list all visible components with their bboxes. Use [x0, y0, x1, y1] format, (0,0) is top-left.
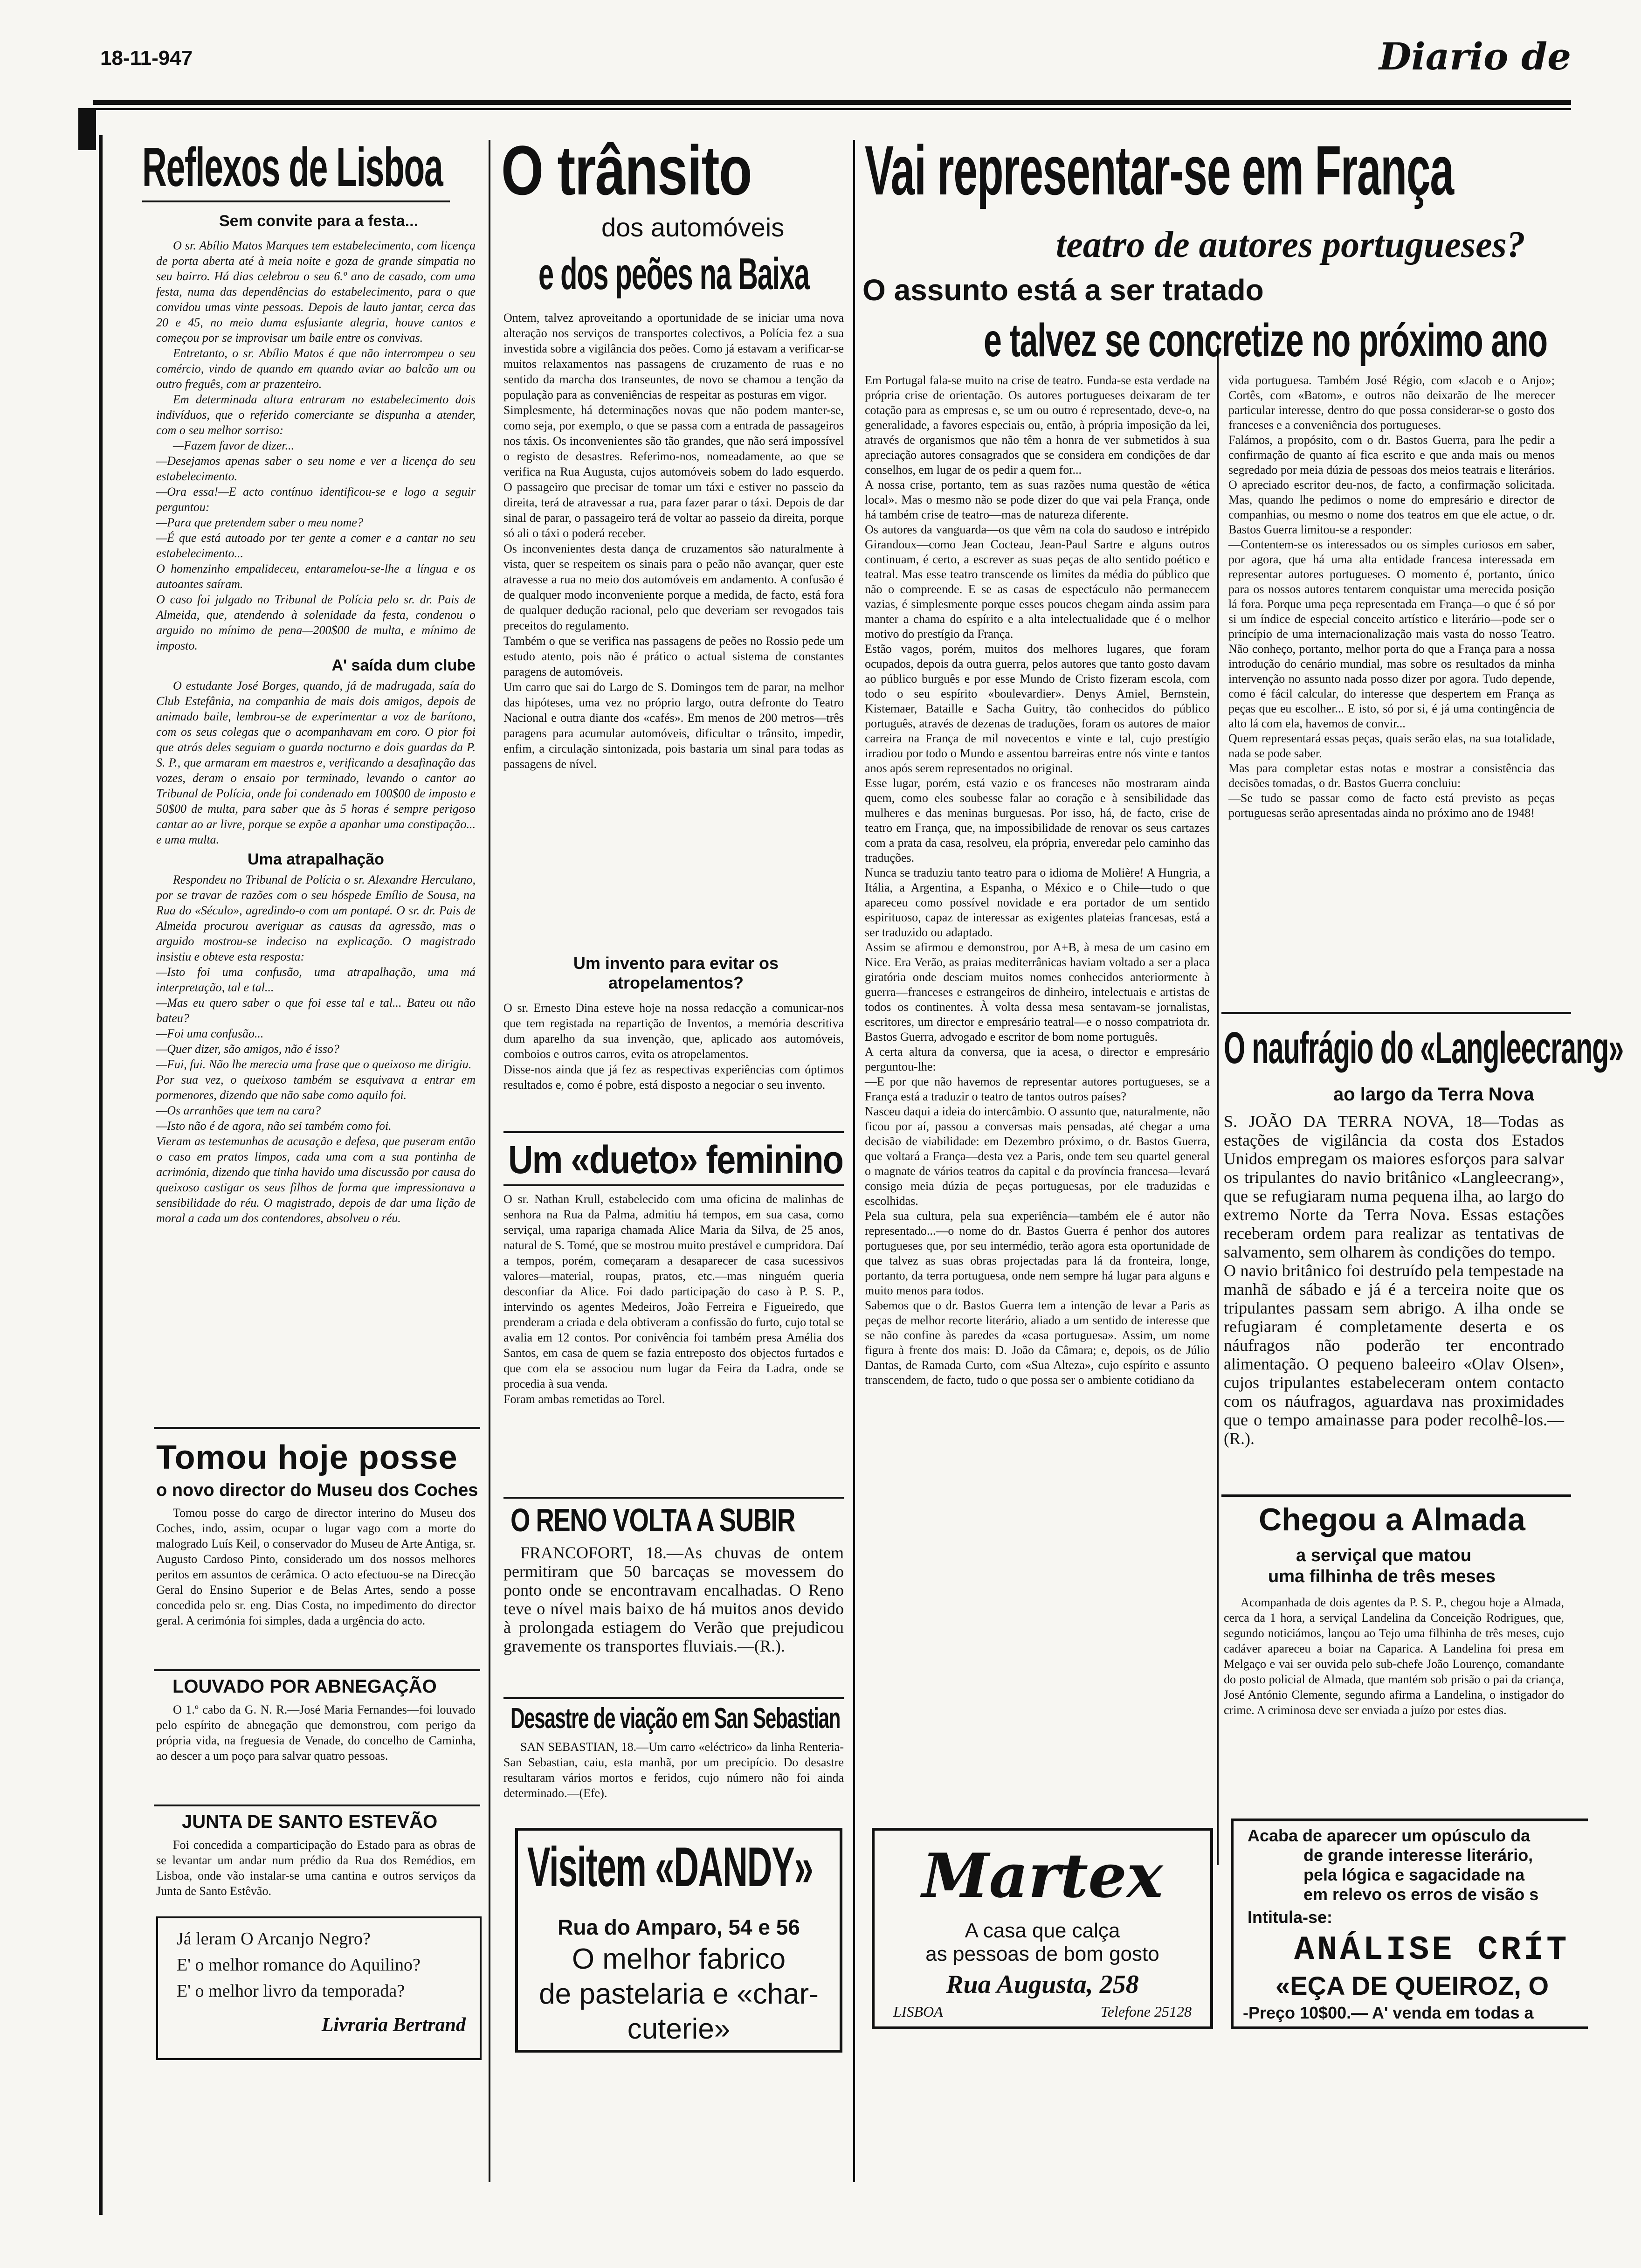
- franca-title: Vai representar-se em França: [865, 131, 1454, 209]
- franca-sub2: O assunto está a ser tratado: [862, 273, 1264, 307]
- reflexos-underline: [142, 201, 450, 202]
- desastre-title: Desastre de viação em San Sebastian: [510, 1702, 840, 1735]
- paragraph: Acompanhada de dois agentes da P. S. P., chegou hoje a Almada, cerca da 1 hora, a serviçal Landelina da Conceição Rodrigues, que, segundo noticiámos, lançou ao Tejo uma filhinha de três meses, cujo cadáver apareceu a boiar na Caparica. A Landelina foi presa em Melgaço e vai ser ouvida pelo sub-chefe João Lourenço, comandante do posto policial de Almada, que mantém sob prisão o pai da criança, José António Clemente, segundo afirma a Landelina, o instigador do crime. A criminosa deve ser enviada a juízo por estes dias.: [1224, 1596, 1564, 1717]
- transito-body: Ontem, talvez aproveitando a oportunidade de se iniciar uma nova alteração nos serviços de transportes colectivos, a Polícia fez a sua investida sobre a vigilância dos peões. Como já estavam a verificar-se muitos relaxamentos nas passagens de cruzamento de ruas e no sentido da marcha dos transeuntes, de novo se chamou a tenção da população para as conveniências de respeitar as posturas em vigor. Simplesmente, há determinações novas que não podem manter-se, como seja, por exemplo, o que se passa com a entrada de passageiros nos táxis. Os inconvenientes são tão grandes, que não será impossível o registo de desastres. Referimo-nos, nomeadamente, ao que se verifica na Rua Augusta, cujos automóveis sobem do lado esquerdo. O passageiro que precisar de tomar um táxi e estiver no passeio da direita, terá de atravessar a rua, para fazer parar o táxi. Depois de dar sinal de parar, o passageiro terá de voltar ao passeio da direita, porque só ali o táxi o poderá receber. Os inconvenientes desta dança de cruzamentos são naturalmente à vista, quer se respeitem os sinais para o peão não avançar, quer este atravesse a rua no meio dos automóveis em andamento. A confusão é de qualquer modo inconveniente porque a medida, de facto, está fora de qualquer dedução racional, pelo que deveriam ser revogados tais preceitos do regulamento. Também o que se verifica nas passagens de peões no Rossio pede um estudo atento, pois não é prático o actual sistema de constantes paragens de automóveis. Um carro que sai do Largo de S. Domingos tem de parar, na melhor das hipóteses, uma vez no próprio largo, outra defronte do Teatro Nacional e outra diante dos «cafés». Em menos de 200 metros—três paragens para acumular automóveis, dificultar o trânsito, impedir, enfim, a circulação sintonizada, pois bastaria um sinal para todas as passagens de nível.: [503, 311, 844, 771]
- divider: [503, 1184, 844, 1186]
- dandy-address: Rua do Amparo, 54 e 56: [558, 1915, 800, 1939]
- paragraph: SAN SEBASTIAN, 18.—Um carro «eléctrico» da linha Renteria-San Sebastian, caiu, esta manhã, por um precipício. Do desastre resultaram vários mortos e feridos, cujo número não foi ainda determinado.—(Efe).: [503, 1740, 844, 1800]
- ad-line: cuterie»: [627, 2013, 731, 2045]
- almada-sub1: a serviçal que matou: [1296, 1546, 1471, 1565]
- martex-address: Rua Augusta, 258: [946, 1970, 1139, 1999]
- ad-line: as pessoas de bom gosto: [925, 1943, 1159, 1965]
- paragraph: —Fazem favor de dizer... —Desejamos apenas saber o seu nome e ver a licença do seu estabelecimento. —Ora essa!—E acto contínuo identificou-se e logo a seguir perguntou: —Para que pretendem saber o meu nome? —É que está autoado por ter gente a comer e a cantar no seu estabelecimento... O homenzinho empalideceu, entaramelou-se-lhe a língua e os autoantes saíram. O caso foi julgado no Tribunal de Polícia pelo sr. dr. Pais de Almeida, que, atendendo à solenidade da festa, condenou o arguido no mínimo de pena—200$00 de multa, e mínimo de imposto.: [156, 439, 476, 652]
- column-rule-2: [853, 140, 855, 2182]
- martex-ad: [872, 1828, 1213, 2029]
- divider: [503, 1697, 844, 1699]
- ad-line: de grande interesse literário,: [1303, 1846, 1533, 1865]
- column-rule-3: [1217, 345, 1219, 1865]
- book-title-line1: ANÁLISE CRÍT: [1294, 1931, 1570, 1969]
- dandy-headline: Visitem «DANDY»: [527, 1836, 813, 1898]
- posse-body: [156, 1505, 476, 1628]
- louvado-body: [156, 1702, 476, 1763]
- transito-title: O trânsito: [501, 131, 752, 209]
- ad-line: O melhor fabrico: [572, 1943, 786, 1975]
- top-rule: [93, 100, 1571, 105]
- paragraph: FRANCOFORT, 18.—As chuvas de ontem permitiram que 50 barcaças se movessem do ponto onde se encontravam encalhadas. O Reno teve o nível mais baixo de há muitos anos devido à prolongada estiagem do Verão que prejudicou gravemente os transportes fluviais.—(R.).: [503, 1543, 844, 1655]
- divider: [503, 1131, 844, 1133]
- junta-body: [156, 1837, 476, 1899]
- martex-logo: Martex: [922, 1840, 1163, 1911]
- paragraph: Respondeu no Tribunal de Polícia o sr. Alexandre Herculano, por se travar de razões com o seu hóspede Emílio de Sousa, na Rua do «Século», agredindo-o com um pontapé. O sr. dr. Pais de Almeida procurou averiguar as causas da agressão, mas o arguido mostrou-se indeciso na explicação. O magistrado insistiu e obteve esta resposta: —Isto foi uma confusão, uma atrapalhação, uma má interpretação, tal e tal... —Mas eu quero saber o que foi esse tal e tal... Bateu ou não bateu? —Foi uma confusão... —Quer dizer, são amigos, não é isso? —Fui, fui. Não lhe merecia uma frase que o queixoso me dirigiu. Por sua vez, o queixoso também se esquivava a entrar em pormenores, dizendo que não sabe como aquilo foi. —Os arranhões que tem na cara? —Isto não é de agora, não sei também como foi. Vieram as testemunhas de acusação e defesa, que puseram então o caso em pratos limpos, cada uma com a sua pontinha de acrimónia, dizendo que tinha havido uma discussão por causa do queixoso castigar os seus filhos de forma que impressionava a sensibilidade do réu. O magistrado, depois de dar uma lição de moral a cada um dos contendores, absolveu o réu.: [156, 873, 476, 1225]
- almada-title: Chegou a Almada: [1259, 1502, 1525, 1537]
- ad-line: em relevo os erros de visão s: [1303, 1885, 1539, 1904]
- ad-line: Acaba de aparecer um opúsculo da: [1248, 1826, 1531, 1845]
- ad-line: A casa que calça: [965, 1919, 1120, 1942]
- ad-line: Já leram O Arcanjo Negro?: [177, 1929, 371, 1949]
- left-margin-rule: [99, 135, 103, 2215]
- martex-city: LISBOA: [893, 2003, 943, 2020]
- dandy-ad: [515, 1828, 842, 2053]
- almada-body: [1224, 1595, 1564, 1718]
- book-ad: [1231, 1819, 1588, 2029]
- paragraph: Entretanto, o sr. Abílio Matos é que não interrompeu o seu comércio, vindo de quando em quando aviar ao balcão um ou outro freguês, com ar prazenteiro.: [156, 346, 476, 391]
- paragraph: Foi concedida a comparticipação do Estado para as obras de se levantar um andar num prédio da Rua dos Remédios, em Lisboa, onde vão instalar-se uma cantina e outros serviços da Junta de Santo Estêvão.: [156, 1838, 476, 1898]
- reflexos-subhead-2: A' saída dum clube: [331, 657, 476, 674]
- junta-title: JUNTA DE SANTO ESTEVÃO: [182, 1812, 438, 1832]
- almada-sub2: uma filhinha de três meses: [1268, 1567, 1496, 1586]
- ad-line: de pastelaria e «char-: [539, 1978, 819, 2010]
- top-rule-thin: [93, 108, 1571, 110]
- franca-sub1: teatro de autores portugueses?: [1056, 224, 1525, 265]
- ad-line: E' o melhor livro da temporada?: [177, 1981, 405, 2001]
- paragraph: Tomou posse do cargo de director interino do Museu dos Coches, indo, assim, ocupar o lugar vago com a morte do malogrado Luís Keil, o conservador do Museu de Arte Antiga, sr. Augusto Cardoso Pinto, considerado um dos nossos melhores peritos em assuntos de cerâmica. O acto efectuou-se na Direcção Geral do Ensino Superior e de Belas Artes, sendo a posse concedida pelo sr. eng. Dias Costa, no impedimento do director geral. A cerimónia foi simples, dada a urgência do acto.: [156, 1506, 476, 1627]
- divider: [154, 1805, 480, 1806]
- martex-phone: Telefone 25128: [1100, 2003, 1192, 2020]
- reflexos-subhead-3: Uma atrapalhação: [248, 850, 384, 868]
- page-date: 18-11-947: [100, 47, 193, 69]
- paragraph: O 1.º cabo da G. N. R.—José Maria Fernandes—foi louvado pelo espírito de abnegação que demonstrou, com perigo da própria vida, na freguesia de Venade, do concelho de Caminha, ao descer a um poço para salvar quatro pessoas.: [156, 1703, 476, 1763]
- invento-body: O sr. Ernesto Dina esteve hoje na nossa redacção a comunicar-nos que tem registada na repartição de Inventos, a memória descritiva dum aparelho da sua invenção, que, aplicado aos automóveis, comboios e outros carros, evita os atropelamentos. Disse-nos ainda que já fez as respectivas experiências com óptimos resultados e, como é pobre, está disposto a negociar o seu invento.: [503, 1001, 844, 1092]
- louvado-title: LOUVADO POR ABNEGAÇÃO: [172, 1676, 437, 1697]
- divider: [1221, 1494, 1571, 1497]
- franca-body-a: Em Portugal fala-se muito na crise de teatro. Funda-se esta verdade na própria crise de orientação. Os autores portugueses deixaram de ter cotação para as empresas e, se um ou outro é representado, deve-o, na generalidade, a favores especiais ou, então, à própria imposição da lei, através de organismos que não têm a honra de ver submetidos à sua apreciação autores consagrados que se considera em condições de dar conselhos, em lugar de os pedir a quem for... A nossa crise, portanto, tem as suas razões numa questão de «ética local». Mas o mesmo não se pode dizer do que vai pela França, onde há também crise de teatro—mas de natureza diferente. Os autores da vanguarda—os que vêm na cola do saudoso e intrépido Girandoux—como Jean Cocteau, Jean-Paul Sartre e alguns outros continuam, é certo, a escrever as suas peças de alto sentido poético e teatral. Mas esse teatro transcende os limites da média do público que não o compreende. E se as casas de espectáculo não permanecem vazias, é simplesmente porque esses poucos chegam ainda assim para manter a chama do espírito e a alta intelectualidade que é o melhor motivo do prestígio da França. Estão vagos, porém, muitos dos melhores lugares, que foram ocupados, depois da outra guerra, pelos autores que tanto gosto davam ao público burguês e por esse Mundo de Cristo fizeram escola, com todo o seu espírito «boulevardier». Denys Amiel, Bernstein, Kistemaer, Bataille e Sacha Guitry, tão conhecidos do público português, através de dezenas de traduções, foram os autores de maior carreira na França de mil novecentos e vinte e tal, cujo prestígio irradiou por todo o Mundo e assentou barreiras entre nós vinte e tantos anos após serem representados no original. Esse lugar, porém, está vazio e os franceses não mostraram ainda quem, como eles soubesse falar ao coração e à sensibilidade das mulheres e das meninas burguesas. Por isso, há, de facto, crise de teatro em França, que, na impossibilidade de renovar os seus cartazes com a prata da casa, resolveu, ela própria, enveredar pelo caminho das traduções. Nunca se traduziu tanto teatro para o idioma de Molière! A Hungria, a Itália, a Argentina, a Espanha, o México e o Chile—tudo o que apareceu como possível novidade e era portador de um sentido espirituoso, capaz de interessar as exigentes plateias francesas, está a ser traduzido ou adaptado. Assim se afirmou e demonstrou, por A+B, à mesa de um casino em Nice. Era Verão, as praias mediterrânicas haviam voltado a ser a placa giratória onde desciam muitos nomes conhecidos anteriormente à guerra—franceses e estrangeiros de dinheiro, intelectuais e artistas de todos os continentes. À volta dessa mesa sentavam-se jornalistas, escritores, um director e empresário teatral—e o nosso compatriota dr. Bastos Guerra, advogado e escritor de bom nome português. A certa altura da conversa, que ia acesa, o director e empresário perguntou-lhe: —E por que não havemos de representar autores portugueses, se a França está a traduzir o teatro de tantos outros países? Nasceu daqui a ideia do intercâmbio. O assunto que, naturalmente, não ficou por aí, passou a conversas mais pensadas, até chegar a uma decisão de viabilidade: em Dezembro próximo, o dr. Bastos Guerra, que voltará a França—desta vez a Paris, onde tem seu quartel general o magnate de vários teatros da capital e da província francesa—levará consigo meia dúzia de peças portuguesas, por ele traduzidas e escolhidas. Pela sua cultura, pela sua experiência—também ele é autor não representado...—o nome do dr. Bastos Guerra é penhor dos autores portugueses que, por seu intermédio, terão agora esta oportunidade de que talvez as suas obras projectadas para lá da fronteira, longe, portanto, da terra portuguesa, onde nem sempre há lugar para alguns e muito menos para todos. Sabemos que o dr. Bastos Guerra tem a intenção de levar a Paris as peças de melhor recorte literário, aliado a um sentido de interesse que se não confine às paredes da «casa portuguesa». Assim, um nome figura à frente dos mais: D. João da Câmara; e, depois, os de Júlio Dantas, de Ramada Curto, com «Sua Alteza», cujo espírito e assunto transcendem, de facto, tudo o que possa ser o ambiente cotidiano da: [865, 373, 1210, 1387]
- paragraph: O sr. Abílio Matos Marques tem estabelecimento, com licença de porta aberta até à meia noite e goza de grande simpatia no seu bairro. Há dias celebrou o seu 6.º ano de casado, com uma festa, numa das dependências do estabelecimento, para o que convidou umas vinte pessoas. Depois de lauto jantar, cerca das 20 e 45, no meio duma esfusiante alegria, houve cantos e começou por se improvisar um baile entre os convivas.: [156, 239, 476, 345]
- divider: [154, 1669, 480, 1671]
- franca-body-b: vida portuguesa. Também José Régio, com «Jacob e o Anjo»; Cortês, com «Batom», e outros não deixarão de lhe merecer particular interesse, dentro do que possa considerar-se o gosto dos franceses e a conveniência dos portugueses. Falámos, a propósito, com o dr. Bastos Guerra, para lhe pedir a confirmação de quanto aí fica escrito e que anda mais ou menos segredado por meia dúzia de pessoas dos meios teatrais e literários. O apreciado escritor deu-nos, de facto, a confirmação solicitada. Mas, quando lhe pedimos o nome do empresário e director de companhias, ou mesmo o nome dos teatros em que ele actue, o dr. Bastos Guerra limitou-se a responder: —Contentem-se os interessados ou os simples curiosos em saber, por agora, que há uma alta entidade francesa interessada em representar autores portugueses. O momento é, portanto, único para os nossos autores tentarem conquistar uma merecida posição lá fora. Porque uma peça representada em França—o que é só por si um índice de especial conceito artístico e literário—pode ser o princípio de uma internacionalização mais vasta do nosso Teatro. Não conheço, portanto, melhor porta do que a França para a nossa introdução do cenário mundial, mas sobre os resultados da minha intervenção no assunto nada posso dizer por agora. Tudo depende, como é fácil calcular, do interesse que despertem em França as peças que eu escolher... E isto, só por si, é já uma contingência de alto lá com ela, havemos de convir... Quem representará essas peças, quais serão elas, na sua totalidade, nada se pode saber. Mas para completar estas notas e mostrar a consistência das decisões tomadas, o dr. Bastos Guerra concluiu: —Se tudo se passar como de facto está previsto as peças portuguesas serão apresentadas ainda no próximo ano de 1948!: [1228, 373, 1555, 820]
- naufragio-body: S. JOÃO DA TERRA NOVA, 18—Todas as estações de vigilância da costa dos Estados Unidos empregam os maiores esforços para salvar os tripulantes do navio britânico «Langleecrang», que se refugiaram numa pequena ilha, ao largo do extremo Norte da Terra Nova. Essas estações receberam ordem para realizar as tentativas de salvamento, sem olharem às condições do tempo. O navio britânico foi destruído pela tempestade na manhã de sábado e já é a terceira noite que os tripulantes passam sem abrigo. A ilha onde se refugiaram é completamente deserta e os náufragos não poderão ter encontrado alimentação. O pequeno baleeiro «Olav Olsen», cujos tripulantes estabeleceram ontem contacto com os náufragos, aguardava nas proximidades que o tempo amainasse para poder recolhê-los.—(R.).: [1224, 1112, 1564, 1448]
- naufragio-subtitle: ao largo da Terra Nova: [1333, 1084, 1534, 1105]
- franca-sub3: e talvez se concretize no próximo ano: [984, 314, 1547, 366]
- divider: [503, 1497, 844, 1499]
- transito-sub2: e dos peões na Baixa: [538, 249, 809, 299]
- reflexos-subhead: Sem convite para a festa...: [219, 212, 419, 230]
- corner-block: [78, 108, 96, 150]
- paragraph: O estudante José Borges, quando, já de madrugada, saía do Club Estefânia, na companhia de mais dois amigos, depois de animado baile, lembrou-se de experimentar a voz de barítono, com os seus colegas que o acompanhavam em coro. O pior foi que atrás deles seguiam o guarda nocturno e dois guardas da P. S. P., que armaram em maestros e, verificando a desafinação das vozes, deram o ensaio por terminado, levando o cantor ao Tribunal de Polícia, onde foi condenado em 100$00 de imposto e 50$00 de multa, para saber que às 5 horas é sempre perigoso cantar ao ar livre, porque se expõe a apanhar uma constipação... e uma multa.: [156, 679, 476, 846]
- book-price: -Preço 10$00.— A' venda em todas a: [1243, 2003, 1534, 2022]
- reno-body: [503, 1543, 844, 1655]
- masthead: Diario de: [1379, 35, 1571, 78]
- posse-title: Tomou hoje posse: [156, 1439, 458, 1476]
- column-rule-1: [489, 140, 490, 2182]
- bertrand-ad: [156, 1916, 482, 2060]
- dueto-title: Um «dueto» feminino: [508, 1138, 843, 1182]
- ad-line: E' o melhor romance do Aquilino?: [177, 1955, 421, 1975]
- posse-subtitle: o novo director do Museu dos Coches: [156, 1480, 478, 1500]
- desastre-body: [503, 1739, 844, 1801]
- transito-sub1: dos automóveis: [601, 213, 785, 242]
- ad-line: Intitula-se:: [1248, 1908, 1333, 1927]
- divider: [1221, 1012, 1571, 1014]
- reno-title: O RENO VOLTA A SUBIR: [510, 1502, 795, 1538]
- reflexos-title: Reflexos de Lisboa: [142, 137, 443, 198]
- ad-signature: Livraria Bertrand: [321, 2014, 466, 2036]
- dueto-body: O sr. Nathan Krull, estabelecido com uma oficina de malinhas de senhora na Rua da Palma, admitiu há tempos, em sua casa, como serviçal, uma rapariga chamada Alice Maria da Silva, de 25 anos, natural de S. Tomé, que se mostrou muito prestável e cumpridora. Daí a tempos, porém, começaram a desaparecer de casa sucessivos valores—material, roupas, pratos, etc.—mas ninguém queria desconfiar da Alice. Foi dado participação do caso à P. S. P., intervindo os agentes Medeiros, João Ferreira e Figueiredo, que prenderam a criada e dela obtiveram a confissão do furto, cujo total se avalia em 12 contos. Por conivência foi também presa Amélia dos Santos, em casa de quem se fazia entreposto dos objectos furtados e que com ela se associou num lugar da Feira da Ladra, onde se procedia à sua venda. Foram ambas remetidas ao Torel.: [503, 1192, 844, 1406]
- book-title-line2: «EÇA DE QUEIROZ, O: [1276, 1971, 1549, 2000]
- ad-line: pela lógica e sagacidade na: [1303, 1865, 1525, 1884]
- invento-title: Um invento para evitar os atropelamentos?: [573, 954, 779, 992]
- naufragio-title: O naufrágio do «Langleecrang»: [1224, 1023, 1624, 1073]
- paragraph: Em determinada altura entraram no estabelecimento dois indivíduos, que o referido comerciante se dispunha a atender, com o seu melhor sorriso:: [156, 393, 476, 437]
- reflexos-body: [156, 238, 476, 1226]
- divider: [154, 1427, 480, 1429]
